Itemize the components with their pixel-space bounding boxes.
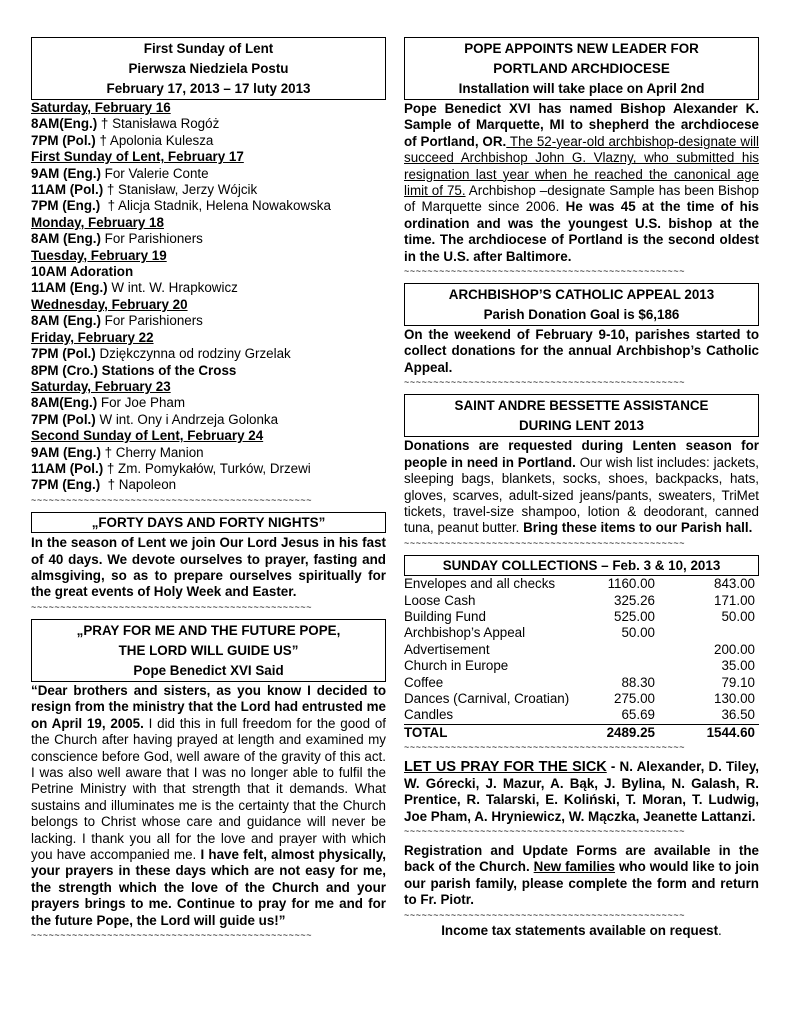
schedule-time: 11AM (Eng.): [31, 280, 108, 296]
collection-amount-feb-3: 88.30: [621, 674, 655, 690]
collections-total-row: [404, 724, 759, 741]
schedule-intention: † Alicja Stadnik, Helena Nowakowska: [100, 198, 331, 214]
schedule-entry: [31, 166, 386, 182]
schedule-entry: [31, 198, 386, 214]
forty-days-body: In the season of Lent we join Our Lord Jesus in his fast of 40 days. We devote ourselves to prayer, fasting and almsgiving, so as to prepare ourselves spiritually for the great events of Holy Week and Easter.: [31, 535, 386, 600]
collection-amount-feb-10: 35.00: [721, 658, 755, 674]
pope-statement: [31, 683, 386, 929]
schedule-intention: For Parishioners: [100, 231, 203, 247]
collections-row: [404, 658, 759, 674]
collection-label: Dances (Carnival, Croatian): [404, 691, 570, 707]
collection-amount-feb-3: [585, 658, 655, 674]
registration-notice: [404, 843, 759, 909]
collection-amount-feb-10: 79.10: [721, 674, 755, 690]
collections-row: [404, 609, 759, 625]
divider: ~~~~~~~~~~~~~~~~~~~~~~~~~~~~~~~~~~~~~~~~~~~~~~~~: [31, 929, 313, 940]
divider: ~~~~~~~~~~~~~~~~~~~~~~~~~~~~~~~~~~~~~~~~~~~~~~~~: [31, 494, 313, 505]
bessette-title-line-2: DURING LENT 2013: [518, 418, 644, 434]
schedule-entry: [31, 116, 386, 132]
collection-amount-feb-3: [585, 642, 655, 658]
left-column: [31, 37, 386, 947]
collection-amount-feb-10: [655, 625, 759, 641]
appeal-title-line-2: Parish Donation Goal is $6,186: [483, 307, 680, 323]
right-column: [404, 37, 759, 939]
collection-amount-feb-3: 325.26: [614, 592, 655, 608]
collection-label: Advertisement: [404, 641, 490, 657]
registration-text-2: who would like to join our parish family, please complete the form and return to Fr. Piotr.: [404, 859, 760, 908]
schedule-time: 10AM Adoration: [31, 264, 134, 280]
divider: ~~~~~~~~~~~~~~~~~~~~~~~~~~~~~~~~~~~~~~~~~~~~~~~~: [404, 909, 686, 920]
schedule-time: 8AM (Eng.): [31, 313, 101, 329]
portland-bold-1: Pope Benedict XVI has named Bishop Alexander K. Sample of Marquette, MI to shepherd the archdiocese of Portland, OR.: [404, 101, 759, 149]
collections-row: [404, 625, 759, 641]
sick-names: - N. Alexander, D. Tiley, W. Górecki, J. Mazur, A. Bąk, J. Bylina, N. Galash, R. Prentice, R. Talarski, E. Koliński, T. Moran, T. Ludwig, Joe Pham, A. Hryniewicz, W. Mączka, Jeanette Lattanzi.: [404, 759, 759, 824]
schedule-time: 9AM (Eng.): [31, 165, 101, 181]
bessette-text: Our wish list includes: jackets, sleeping bags, blankets, socks, shoes, backpacks, hats, gloves, scarves, adult-sized jeans/pants, sweaters, TriMet tickets, travel-size shampoo, lotion & deodorant, canned tuna, peanut butter.: [404, 454, 759, 536]
pope-statement-bold-2: I have felt, almost physically, your prayers in these days which are not easy for me, the strength which the love of the Church and your prayers brings to me. Continue to pray for me and for the future Pope, the Lord will guide us!”: [31, 846, 387, 928]
schedule-intention: For Parishioners: [100, 313, 203, 329]
schedule-time: 7PM (Pol.): [31, 346, 96, 362]
portland-underlined: The 52-year-old archbishop-designate will succeed Archbishop John G. Vlazny, who submitted his resignation last year when he reached the canonical age limit of 75.: [404, 133, 759, 199]
schedule-entry: [31, 133, 386, 149]
schedule-intention: For Valerie Conte: [100, 165, 209, 181]
sick-heading: LET US PRAY FOR THE SICK: [404, 759, 607, 776]
divider: ~~~~~~~~~~~~~~~~~~~~~~~~~~~~~~~~~~~~~~~~~~~~~~~~: [404, 537, 686, 548]
collection-amount-feb-3: 65.69: [585, 707, 655, 724]
collection-total-feb-10: 1544.60: [706, 724, 755, 740]
collections-row: [404, 691, 759, 707]
schedule-time: 8AM (Eng.): [31, 231, 101, 247]
schedule-entry: [31, 231, 386, 247]
pope-title-line-1: „PRAY FOR ME AND THE FUTURE POPE,: [76, 622, 341, 638]
collection-total-label: TOTAL: [404, 724, 448, 740]
schedule-entry: [31, 461, 386, 477]
schedule-time: 7PM (Pol.): [31, 411, 96, 427]
schedule-entry: [31, 477, 386, 493]
schedule-day-heading: Friday, February 22: [31, 329, 154, 345]
schedule-day-heading: Wednesday, February 20: [31, 296, 188, 312]
collection-amount-feb-10: 36.50: [655, 707, 759, 724]
collection-amount-feb-3: 1160.00: [607, 576, 655, 592]
schedule-entry: [31, 182, 386, 198]
collections-title: SUNDAY COLLECTIONS – Feb. 3 & 10, 2013: [442, 557, 721, 573]
schedule-intention: † Cherry Manion: [100, 444, 204, 460]
collection-label: Church in Europe: [404, 658, 509, 674]
collection-amount-feb-3: 275.00: [614, 691, 655, 707]
new-families-link: New families: [533, 859, 616, 875]
collection-label: Building Fund: [404, 609, 486, 625]
schedule-entry: [31, 395, 386, 411]
pope-title-line-3: Pope Benedict XVI Said: [133, 662, 284, 678]
appeal-title-line-1: ARCHBISHOP’S CATHOLIC APPEAL 2013: [448, 287, 715, 303]
header-line-3: February 17, 2013 – 17 luty 2013: [106, 81, 311, 96]
collection-label: Coffee: [404, 674, 444, 690]
collections-row: [404, 707, 759, 724]
collection-amount-feb-10: 200.00: [714, 641, 755, 657]
collection-label: Candles: [404, 707, 585, 724]
tax-notice-text: Income tax statements available on request: [441, 922, 719, 938]
pope-statement-bold-1: “Dear brothers and sisters, as you know I decided to resign from the ministry that the Lord had entrusted me on April 19, 2005.: [31, 682, 386, 731]
mass-schedule-header: [31, 37, 386, 100]
schedule-time: 9AM (Eng.): [31, 444, 101, 460]
schedule-entry: [31, 264, 386, 280]
schedule-day-heading: Tuesday, February 19: [31, 247, 167, 263]
schedule-entry: [31, 313, 386, 329]
schedule-day-heading: Monday, February 18: [31, 214, 164, 230]
appeal-body: On the weekend of February 9-10, parishes started to collect donations for the annual Archbishop’s Catholic Appeal.: [404, 327, 759, 375]
divider: ~~~~~~~~~~~~~~~~~~~~~~~~~~~~~~~~~~~~~~~~~~~~~~~~: [404, 825, 686, 836]
schedule-intention: W int. Ony i Andrzeja Golonka: [95, 411, 279, 427]
pope-title-line-2: THE LORD WILL GUIDE US”: [118, 642, 299, 658]
schedule-intention: For Joe Pham: [97, 395, 186, 411]
divider: ~~~~~~~~~~~~~~~~~~~~~~~~~~~~~~~~~~~~~~~~~~~~~~~~: [404, 266, 686, 277]
collection-total-feb-3: 2489.25: [606, 724, 655, 740]
sick-list: [404, 759, 759, 825]
schedule-intention: W int. W. Hrapkowicz: [107, 280, 238, 296]
collections-row: [404, 593, 759, 609]
schedule-intention: † Stanisława Rogóż: [97, 116, 220, 132]
tax-notice-dot: .: [718, 922, 722, 938]
schedule-day-heading: Second Sunday of Lent, February 24: [31, 428, 264, 444]
header-line-2: Pierwsza Niedziela Postu: [128, 61, 289, 76]
schedule-time: 8PM (Cro.) Stations of the Cross: [31, 362, 237, 378]
bessette-bold-2: Bring these items to our Parish hall.: [519, 520, 753, 536]
forty-days-title: „FORTY DAYS AND FORTY NIGHTS”: [91, 514, 326, 530]
pope-title-box: [31, 619, 386, 682]
schedule-entry: [31, 412, 386, 428]
schedule-intention: † Stanisław, Jerzy Wójcik: [103, 182, 258, 198]
schedule-intention: † Apolonia Kulesza: [95, 132, 214, 148]
bessette-title-box: [404, 394, 759, 437]
portland-text: Archbishop –designate Sample has been Bishop of Marquette since 2006.: [404, 183, 759, 215]
schedule-time: 7PM (Pol.): [31, 132, 96, 148]
collection-amount-feb-10: 171.00: [714, 592, 755, 608]
schedule-time: 7PM (Eng.): [31, 198, 101, 214]
schedule-day-heading: First Sunday of Lent, February 17: [31, 149, 244, 165]
tax-notice: [404, 923, 759, 939]
schedule-intention: † Napoleon: [100, 477, 177, 493]
portland-title-line-3: Installation will take place on April 2nd: [458, 81, 705, 96]
bessette-body: [404, 438, 759, 536]
schedule-entry: [31, 363, 386, 379]
collection-amount-feb-10: 130.00: [714, 691, 755, 707]
divider: ~~~~~~~~~~~~~~~~~~~~~~~~~~~~~~~~~~~~~~~~~~~~~~~~: [404, 742, 686, 753]
bessette-title-line-1: SAINT ANDRE BESSETTE ASSISTANCE: [454, 398, 709, 414]
schedule-time: 7PM (Eng.): [31, 477, 101, 493]
collections-table: [404, 576, 759, 741]
collection-amount-feb-3: 50.00: [621, 625, 655, 641]
schedule-day-heading: Saturday, February 16: [31, 100, 171, 115]
mass-schedule: [31, 100, 386, 494]
schedule-entry: [31, 280, 386, 296]
appeal-title-box: [404, 283, 759, 326]
collection-amount-feb-10: 843.00: [714, 576, 755, 592]
divider: ~~~~~~~~~~~~~~~~~~~~~~~~~~~~~~~~~~~~~~~~~~~~~~~~: [31, 601, 313, 612]
schedule-intention: † Zm. Pomykałów, Turków, Drzewi: [103, 460, 311, 476]
schedule-intention: Dziękczynna od rodziny Grzelak: [95, 346, 291, 362]
schedule-time: 8AM(Eng.): [31, 116, 98, 132]
collection-label: Archbishop’s Appeal: [404, 625, 526, 641]
divider: ~~~~~~~~~~~~~~~~~~~~~~~~~~~~~~~~~~~~~~~~~~~~~~~~: [404, 377, 686, 388]
collection-amount-feb-10: 50.00: [721, 609, 755, 625]
forty-days-title-box: [31, 512, 386, 534]
collections-row: [404, 675, 759, 691]
header-line-1: First Sunday of Lent: [143, 41, 274, 56]
pope-statement-text: I did this in full freedom for the good of the Church after having prayed at length and examined my conscience before God, well aware of the gravity of this act. I was also well aware that I was no longer able to fulfil the Petrine Ministry with that strength that it demands. What sustains and illuminates me is the certainty that the Church belongs to Christ whose care and guidance will never be lacking. I thank you all for the love and prayer with which you have accompanied me.: [31, 715, 386, 862]
schedule-time: 11AM (Pol.): [31, 182, 104, 198]
collections-title-box: [404, 555, 759, 577]
bessette-bold-1: Donations are requested during Lenten season for people in need in Portland.: [404, 438, 759, 470]
portland-title-box: [404, 37, 759, 100]
collection-label: Envelopes and all checks: [404, 576, 556, 592]
portland-body: [404, 101, 759, 265]
portland-title-line-1: POPE APPOINTS NEW LEADER FOR: [464, 41, 699, 56]
portland-bold-2: He was 45 at the time of his ordination and was the youngest U.S. bishop at the time. The archdiocese of Portland is the second oldest in the U.S. after Baltimore.: [404, 199, 759, 264]
schedule-entry: [31, 445, 386, 461]
collections-row: [404, 642, 759, 658]
collection-amount-feb-3: 525.00: [614, 609, 655, 625]
schedule-entry: [31, 346, 386, 362]
registration-text-1: Registration and Update Forms are available in the back of the Church.: [404, 842, 759, 875]
portland-title-line-2: PORTLAND ARCHDIOCESE: [493, 61, 670, 76]
schedule-time: 11AM (Pol.): [31, 460, 104, 476]
collection-label: Loose Cash: [404, 592, 476, 608]
schedule-day-heading: Saturday, February 23: [31, 378, 171, 394]
schedule-time: 8AM(Eng.): [31, 395, 98, 411]
collections-row: [404, 576, 759, 592]
